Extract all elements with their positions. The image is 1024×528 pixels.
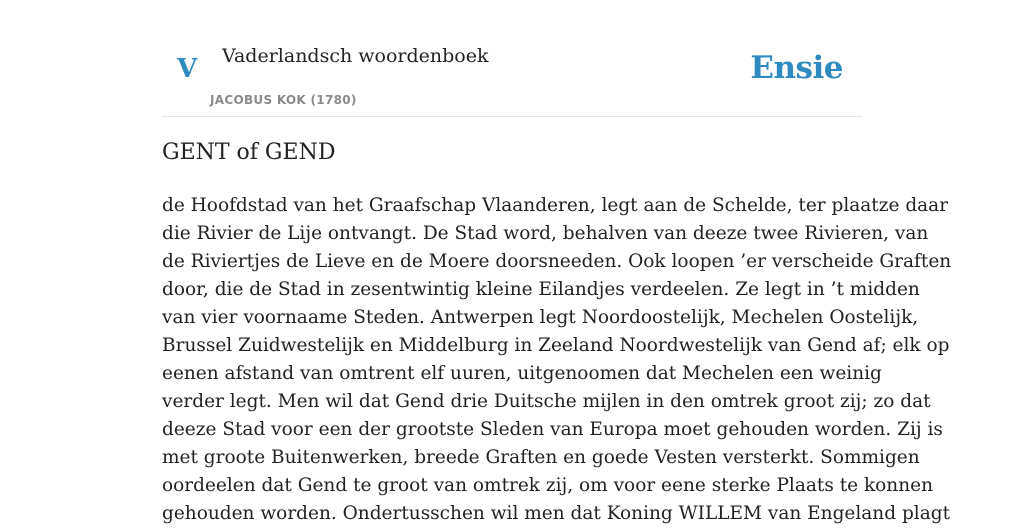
entry-line: door, die de Stad in zesentwintig kleine Eilandjes verdeelen. Ze legt in ’t midden [162, 279, 920, 300]
entry-line: verder legt. Men wil dat Gend drie Duitsche mijlen in den omtrek groot zij; zo dat [162, 391, 931, 412]
ensie-logo[interactable]: Ensie [750, 50, 843, 86]
entry-line: die Rivier de Lije ontvangt. De Stad word, behalven van deeze twee Rivieren, van [162, 223, 929, 244]
entry-line: van vier voornaame Steden. Antwerpen legt Noordoostelijk, Mechelen Oostelijk, [162, 307, 919, 328]
entry-title: GENT of GEND [162, 140, 336, 165]
entry-body [162, 192, 952, 528]
entry-line: eenen afstand van omtrent elf uuren, uitgenoomen dat Mechelen een weinig [162, 363, 882, 384]
entry-line: Brussel Zuidwestelijk en Middelburg in Zeeland Noordwestelijk van Gend af; elk op [162, 335, 950, 356]
entry-line: oordeelen dat Gend te groot van omtrek zij, om voor eene sterke Plaats te konnen [162, 475, 933, 496]
dictionary-author: JACOBUS KOK (1780) [210, 93, 357, 107]
entry-line: de Hoofdstad van het Graafschap Vlaanderen, legt aan de Schelde, ter plaatze daar [162, 195, 949, 216]
letter-index-link[interactable]: V [177, 54, 198, 84]
entry-line: gehouden worden. Ondertusschen wil men dat Koning WILLEM van Engeland plagt [162, 503, 951, 524]
entry-line: deeze Stad voor een der grootste Sleden van Europa moet gehouden worden. Zij is [162, 419, 943, 440]
entry-line: met groote Buitenwerken, breede Graften en goede Vesten versterkt. Sommigen [162, 447, 920, 468]
entry-line: de Riviertjes de Lieve en de Moere doorsneeden. Ook loopen ’er verscheide Graften [162, 251, 952, 272]
dictionary-header [162, 0, 862, 117]
dictionary-title[interactable]: Vaderlandsch woordenboek [222, 45, 489, 67]
